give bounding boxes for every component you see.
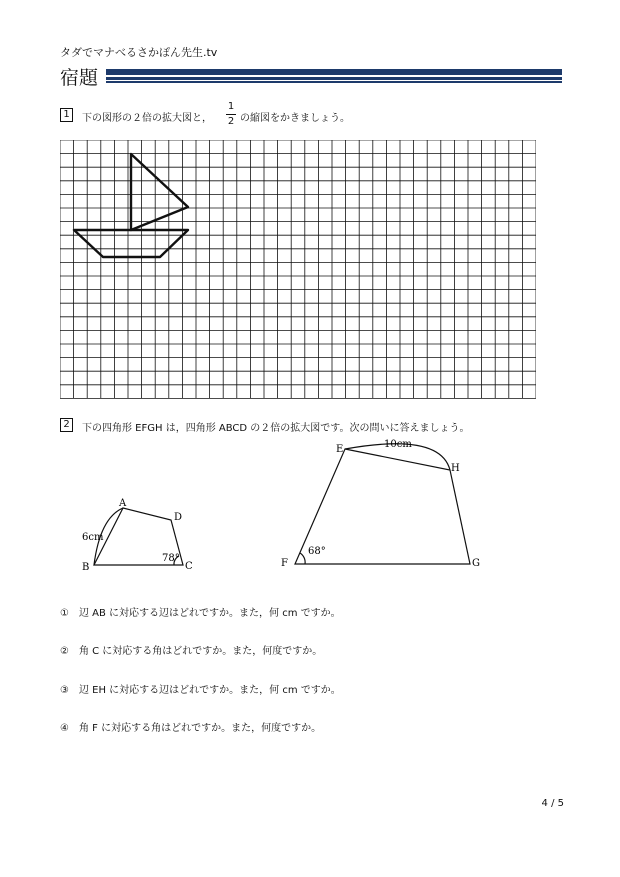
side-eh-length-label: 10cm <box>384 439 412 450</box>
question-2-number: 2 <box>60 418 73 432</box>
vertex-b-label: B <box>82 562 90 573</box>
vertex-d-label: D <box>174 512 183 523</box>
angle-f-arc <box>300 553 305 564</box>
subquestion-3: ③ 辺 EH に対応する辺はどれですか。また，何 cm ですか。 <box>60 685 341 696</box>
vertex-g-label: G <box>472 558 480 569</box>
subquestion-4: ④ 角 F に対応する角はどれですか。また，何度ですか。 <box>60 723 322 734</box>
vertex-e-label: E <box>336 444 344 455</box>
site-name: タダでマナべるさかぽん先生.tv <box>60 46 218 59</box>
fraction-numerator: 1 <box>227 101 235 112</box>
angle-f-label: 68° <box>308 546 326 557</box>
vertex-a-label: A <box>119 498 127 509</box>
subquestion-1: ① 辺 AB に対応する辺はどれですか。また，何 cm ですか。 <box>60 608 341 619</box>
question-1-text-before: 下の図形の２倍の拡大図と， <box>82 113 212 124</box>
section-title: 宿題 <box>60 67 99 89</box>
angle-c-label: 78° <box>162 553 180 564</box>
page-number: 4 / 5 <box>541 798 564 809</box>
subquestion-2: ② 角 C に対応する角はどれですか。また，何度ですか。 <box>60 646 323 657</box>
side-ab-length-label: 6cm <box>82 532 104 543</box>
question-1-number: 1 <box>60 108 73 122</box>
question-2-text: 下の四角形 EFGH は，四角形 ABCD の２倍の拡大図です。次の問いに答えましょう。 <box>82 423 470 434</box>
vertex-c-label: C <box>185 561 193 572</box>
vertex-h-label: H <box>451 463 460 474</box>
fraction-denominator: 2 <box>227 116 235 127</box>
vertex-f-label: F <box>281 558 288 569</box>
question-1-text-after: の縮図をかきましょう。 <box>240 113 350 124</box>
